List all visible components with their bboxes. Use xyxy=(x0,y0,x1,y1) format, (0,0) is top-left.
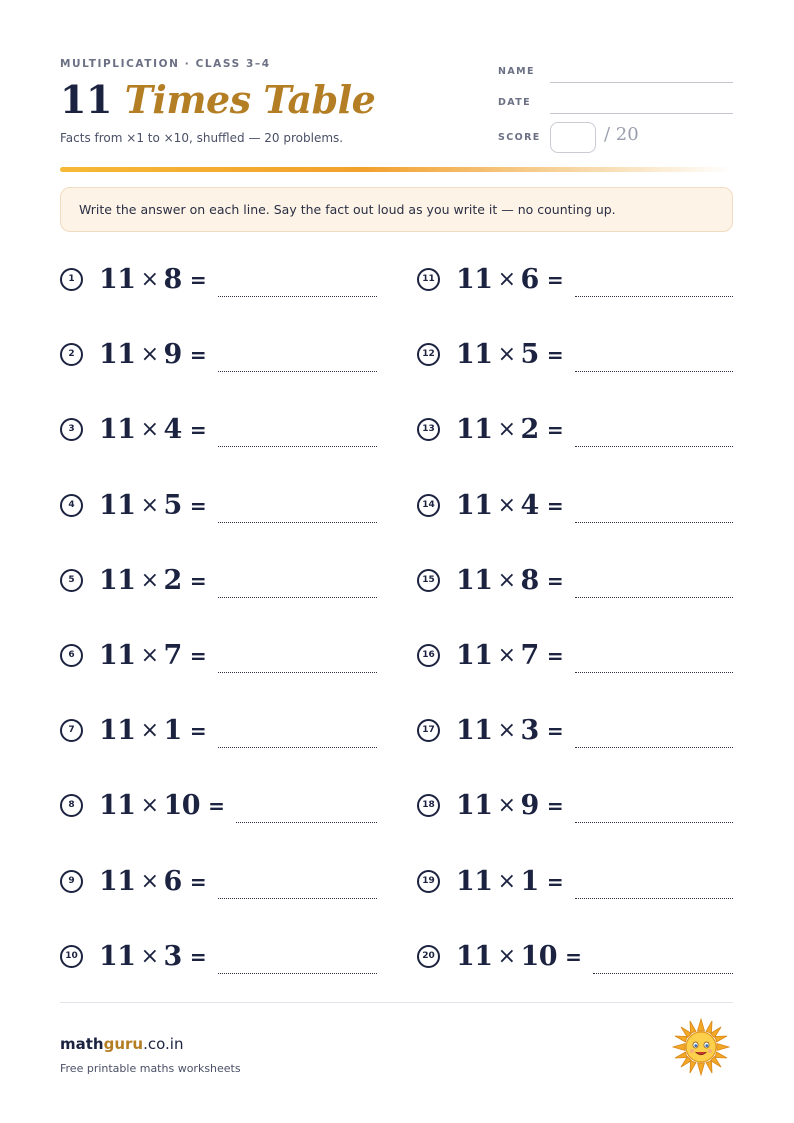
problem-number: 11 xyxy=(417,268,440,291)
problem-5 xyxy=(60,562,377,598)
times-sign: × xyxy=(140,792,159,818)
problem-2 xyxy=(60,336,377,372)
times-sign: × xyxy=(497,717,516,743)
equals-sign: = xyxy=(189,493,207,518)
problem-8 xyxy=(60,787,377,823)
problem-number: 5 xyxy=(60,569,83,592)
problem-multiplier: 6 xyxy=(163,865,182,897)
problem-multiplier: 2 xyxy=(163,564,182,596)
answer-line[interactable] xyxy=(218,296,377,297)
equals-sign: = xyxy=(546,869,564,894)
answer-line[interactable] xyxy=(575,296,733,297)
problem-12 xyxy=(417,336,733,372)
problem-9 xyxy=(60,863,377,899)
equals-sign: = xyxy=(546,267,564,292)
problem-multiplicand: 11 xyxy=(456,789,493,821)
problem-17 xyxy=(417,712,733,748)
problem-multiplicand: 11 xyxy=(99,338,136,370)
times-sign: × xyxy=(497,943,516,969)
problem-7 xyxy=(60,712,377,748)
problem-expression xyxy=(456,414,563,445)
problem-expression xyxy=(99,565,206,596)
times-sign: × xyxy=(497,642,516,668)
smiling-sun-icon xyxy=(671,1017,731,1077)
worksheet-title xyxy=(60,76,375,124)
equals-sign: = xyxy=(546,568,564,593)
score-total: / 20 xyxy=(604,124,639,145)
problem-multiplicand: 11 xyxy=(456,338,493,370)
answer-line[interactable] xyxy=(575,747,733,748)
problem-multiplier: 4 xyxy=(520,489,539,521)
answer-line[interactable] xyxy=(575,522,733,523)
problem-multiplier: 3 xyxy=(520,714,539,746)
times-sign: × xyxy=(140,341,159,367)
equals-sign: = xyxy=(546,643,564,668)
problem-number: 3 xyxy=(60,418,83,441)
problem-expression xyxy=(456,339,563,370)
answer-line[interactable] xyxy=(575,446,733,447)
problem-multiplicand: 11 xyxy=(99,413,136,445)
worksheet-eyebrow: MULTIPLICATION · CLASS 3–4 xyxy=(60,58,271,70)
times-sign: × xyxy=(497,266,516,292)
problem-multiplicand: 11 xyxy=(456,639,493,671)
times-sign: × xyxy=(140,943,159,969)
problem-multiplicand: 11 xyxy=(456,413,493,445)
problem-multiplier: 9 xyxy=(163,338,182,370)
problem-multiplicand: 11 xyxy=(456,564,493,596)
answer-line[interactable] xyxy=(593,973,733,974)
equals-sign: = xyxy=(546,718,564,743)
problem-13 xyxy=(417,411,733,447)
problem-multiplicand: 11 xyxy=(456,489,493,521)
footer-tagline: Free printable maths worksheets xyxy=(60,1062,241,1075)
problem-expression xyxy=(99,790,224,821)
equals-sign: = xyxy=(189,944,207,969)
answer-line[interactable] xyxy=(575,371,733,372)
equals-sign: = xyxy=(189,267,207,292)
problem-expression xyxy=(99,414,206,445)
problem-expression xyxy=(456,715,563,746)
answer-line[interactable] xyxy=(218,522,377,523)
problem-expression xyxy=(456,565,563,596)
answer-line[interactable] xyxy=(575,898,733,899)
instruction-box xyxy=(60,187,733,232)
problem-expression xyxy=(99,264,206,295)
problem-multiplier: 10 xyxy=(520,940,558,972)
equals-sign: = xyxy=(189,869,207,894)
problem-multiplicand: 11 xyxy=(99,564,136,596)
problem-1 xyxy=(60,261,377,297)
problem-expression xyxy=(99,941,206,972)
problem-multiplier: 8 xyxy=(520,564,539,596)
brand-logo xyxy=(60,1035,183,1053)
equals-sign: = xyxy=(189,718,207,743)
problem-6 xyxy=(60,637,377,673)
problem-18 xyxy=(417,787,733,823)
problem-multiplicand: 11 xyxy=(99,940,136,972)
answer-line[interactable] xyxy=(218,371,377,372)
instruction-text: Write the answer on each line. Say the fact out loud as you write it — no counting up. xyxy=(79,202,616,217)
score-label: SCORE xyxy=(498,132,541,143)
problem-multiplier: 5 xyxy=(520,338,539,370)
problem-number: 6 xyxy=(60,644,83,667)
problem-number: 7 xyxy=(60,719,83,742)
problem-multiplier: 1 xyxy=(520,865,539,897)
answer-line[interactable] xyxy=(218,597,377,598)
problem-number: 16 xyxy=(417,644,440,667)
problem-number: 8 xyxy=(60,794,83,817)
problem-multiplicand: 11 xyxy=(99,639,136,671)
problem-multiplicand: 11 xyxy=(99,263,136,295)
problem-multiplier: 10 xyxy=(163,789,201,821)
problem-19 xyxy=(417,863,733,899)
equals-sign: = xyxy=(546,342,564,367)
problem-number: 12 xyxy=(417,343,440,366)
equals-sign: = xyxy=(189,342,207,367)
times-sign: × xyxy=(140,492,159,518)
problem-expression xyxy=(456,790,563,821)
equals-sign: = xyxy=(208,793,225,818)
score-box[interactable] xyxy=(550,122,596,153)
answer-line[interactable] xyxy=(236,822,377,823)
problem-expression xyxy=(99,339,206,370)
problem-number: 14 xyxy=(417,494,440,517)
footer-divider xyxy=(60,1002,733,1003)
answer-line[interactable] xyxy=(575,597,733,598)
problem-number: 17 xyxy=(417,719,440,742)
equals-sign: = xyxy=(189,643,207,668)
problem-number: 10 xyxy=(60,945,83,968)
problem-expression xyxy=(99,640,206,671)
problem-multiplier: 7 xyxy=(520,639,539,671)
problem-multiplicand: 11 xyxy=(99,489,136,521)
times-sign: × xyxy=(497,792,516,818)
problem-number: 2 xyxy=(60,343,83,366)
times-sign: × xyxy=(140,642,159,668)
name-field[interactable] xyxy=(550,82,733,83)
problem-10 xyxy=(60,938,377,974)
problem-multiplicand: 11 xyxy=(99,789,136,821)
problem-4 xyxy=(60,487,377,523)
worksheet-subtitle: Facts from ×1 to ×10, shuffled — 20 problems. xyxy=(60,131,344,145)
times-sign: × xyxy=(140,416,159,442)
problem-20 xyxy=(417,938,733,974)
equals-sign: = xyxy=(189,417,207,442)
problem-number: 15 xyxy=(417,569,440,592)
problem-expression xyxy=(99,866,206,897)
answer-line[interactable] xyxy=(218,898,377,899)
problem-multiplier: 4 xyxy=(163,413,182,445)
brand-start: math xyxy=(60,1035,104,1053)
answer-line[interactable] xyxy=(218,747,377,748)
problem-multiplicand: 11 xyxy=(456,940,493,972)
header-divider xyxy=(60,167,733,172)
times-sign: × xyxy=(140,567,159,593)
times-sign: × xyxy=(497,868,516,894)
problem-number: 4 xyxy=(60,494,83,517)
times-sign: × xyxy=(140,717,159,743)
problem-number: 1 xyxy=(60,268,83,291)
problem-expression xyxy=(456,941,581,972)
problem-multiplier: 5 xyxy=(163,489,182,521)
problem-number: 9 xyxy=(60,870,83,893)
title-number: 11 xyxy=(60,77,112,122)
problem-multiplicand: 11 xyxy=(99,714,136,746)
problem-multiplier: 8 xyxy=(163,263,182,295)
problem-multiplier: 7 xyxy=(163,639,182,671)
times-sign: × xyxy=(497,492,516,518)
problem-15 xyxy=(417,562,733,598)
problem-number: 19 xyxy=(417,870,440,893)
problem-11 xyxy=(417,261,733,297)
title-words: Times Table xyxy=(124,77,376,122)
problem-16 xyxy=(417,637,733,673)
date-label: DATE xyxy=(498,97,532,108)
problem-multiplicand: 11 xyxy=(99,865,136,897)
problem-multiplicand: 11 xyxy=(456,865,493,897)
times-sign: × xyxy=(497,567,516,593)
times-sign: × xyxy=(497,341,516,367)
problem-multiplier: 1 xyxy=(163,714,182,746)
problem-multiplier: 9 xyxy=(520,789,539,821)
brand-mid: guru xyxy=(103,1035,144,1053)
equals-sign: = xyxy=(546,417,564,442)
equals-sign: = xyxy=(546,493,564,518)
answer-line[interactable] xyxy=(218,672,377,673)
problem-multiplier: 3 xyxy=(163,940,182,972)
problem-multiplicand: 11 xyxy=(456,714,493,746)
problem-expression xyxy=(456,866,563,897)
date-field[interactable] xyxy=(550,113,733,114)
problem-number: 18 xyxy=(417,794,440,817)
answer-line[interactable] xyxy=(575,822,733,823)
problem-14 xyxy=(417,487,733,523)
problem-expression xyxy=(456,640,563,671)
answer-line[interactable] xyxy=(218,973,377,974)
problem-multiplier: 2 xyxy=(520,413,539,445)
problem-3 xyxy=(60,411,377,447)
times-sign: × xyxy=(140,868,159,894)
problem-expression xyxy=(456,264,563,295)
problem-expression xyxy=(99,715,206,746)
brand-end: .co.in xyxy=(143,1035,184,1053)
times-sign: × xyxy=(497,416,516,442)
name-label: NAME xyxy=(498,66,535,77)
problem-expression xyxy=(99,490,206,521)
problem-number: 13 xyxy=(417,418,440,441)
answer-line[interactable] xyxy=(575,672,733,673)
problem-expression xyxy=(456,490,563,521)
problem-multiplier: 6 xyxy=(520,263,539,295)
problem-number: 20 xyxy=(417,945,440,968)
times-sign: × xyxy=(140,266,159,292)
problem-multiplicand: 11 xyxy=(456,263,493,295)
equals-sign: = xyxy=(189,568,207,593)
equals-sign: = xyxy=(565,944,582,969)
equals-sign: = xyxy=(546,793,564,818)
answer-line[interactable] xyxy=(218,446,377,447)
